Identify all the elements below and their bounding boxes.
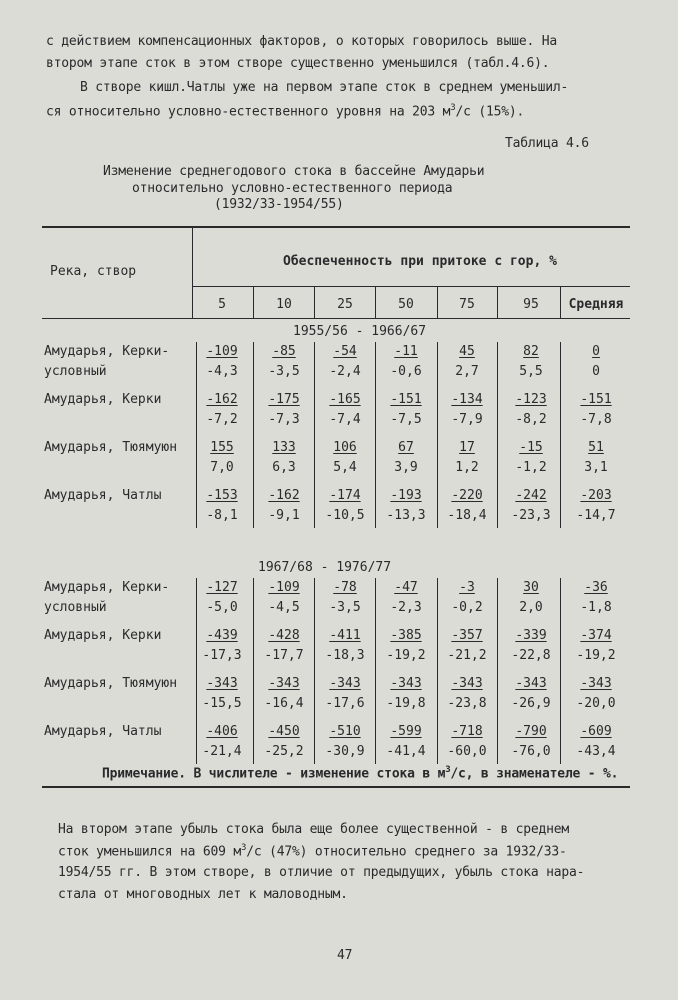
table-cell-denominator: 0 [592, 364, 600, 379]
column-divider [560, 578, 561, 764]
table-cell-numerator: -85 [272, 344, 296, 359]
table-cell-denominator: -5,0 [206, 600, 238, 615]
column-divider [497, 342, 498, 528]
table-cell-denominator: -22,8 [511, 648, 551, 663]
table-cell-numerator: -406 [206, 724, 238, 739]
table-cell-denominator: -60,0 [447, 744, 487, 759]
table-cell-denominator: -17,6 [325, 696, 365, 711]
intro-line-4-text: ся относительно условно-естественного уровня на 203 м [46, 104, 451, 120]
table-cell-denominator: 2,7 [455, 364, 479, 379]
table-cell-numerator: -193 [390, 488, 422, 503]
intro-line-4-tail: /с (15%). [455, 104, 525, 120]
table-cell-denominator: -26,9 [511, 696, 551, 711]
table-cell-numerator: -718 [451, 724, 483, 739]
row-label-divider [196, 342, 197, 528]
column-divider [253, 342, 254, 528]
table-cell-numerator: -343 [451, 676, 483, 691]
column-divider [497, 287, 498, 318]
table-cell-denominator: -21,4 [202, 744, 242, 759]
table-cell-numerator: -15 [519, 440, 543, 455]
row-label-cont: условный [44, 364, 107, 379]
column-divider [253, 578, 254, 764]
table-cell-numerator: -78 [333, 580, 357, 595]
table-cell-numerator: -343 [206, 676, 238, 691]
row-label-cont: условный [44, 600, 107, 615]
table-cell-denominator: -21,2 [447, 648, 487, 663]
table-subheader-rule [193, 286, 630, 287]
column-header-river: Река, створ [50, 264, 137, 279]
table-note-text: Примечание. В числителе - изменение стока в м [102, 766, 446, 782]
row-label: Амударья, Чатлы [44, 724, 162, 739]
table-cell-denominator: -2,3 [390, 600, 422, 615]
outro-line-2-text: сток уменьшился на 609 м [58, 844, 242, 860]
table-cell-numerator: -162 [206, 392, 238, 407]
table-cell-denominator: -13,3 [386, 508, 426, 523]
table-cell-denominator: -17,7 [264, 648, 304, 663]
table-cell-denominator: -7,8 [580, 412, 612, 427]
table-note-tail: /с, в знаменателе - %. [450, 766, 619, 782]
column-divider [375, 578, 376, 764]
table-cell-numerator: -343 [268, 676, 300, 691]
percent-column-header: 75 [459, 297, 475, 312]
table-cell-numerator: -599 [390, 724, 422, 739]
table-cell-denominator: -43,4 [576, 744, 616, 759]
row-label: Амударья, Тюямуюн [44, 440, 178, 455]
row-label-divider [196, 578, 197, 764]
table-cell-numerator: -343 [515, 676, 547, 691]
column-divider [560, 342, 561, 528]
percent-column-header: 25 [337, 297, 353, 312]
period-title: 1955/56 - 1966/67 [293, 324, 427, 339]
table-cell-numerator: 82 [523, 344, 539, 359]
table-cell-denominator: -7,2 [206, 412, 238, 427]
table-cell-numerator: 0 [592, 344, 600, 359]
table-cell-numerator: -123 [515, 392, 547, 407]
column-divider [497, 578, 498, 764]
table-cell-denominator: -2,4 [329, 364, 361, 379]
table-cell-denominator: -19,2 [576, 648, 616, 663]
table-cell-numerator: -510 [329, 724, 361, 739]
table-cell-denominator: 3,1 [584, 460, 608, 475]
table-cell-numerator: 133 [272, 440, 296, 455]
table-cell-numerator: -134 [451, 392, 483, 407]
row-label: Амударья, Керки [44, 628, 162, 643]
table-cell-denominator: -23,3 [511, 508, 551, 523]
table-title-2: относительно условно-естественного периода [132, 181, 453, 196]
table-top-rule [42, 226, 630, 228]
outro-line-2-sup: 3 [241, 843, 247, 853]
table-cell-numerator: -411 [329, 628, 361, 643]
table-cell-numerator: 155 [210, 440, 234, 455]
table-cell-denominator: -14,7 [576, 508, 616, 523]
table-cell-numerator: -609 [580, 724, 612, 739]
table-title-1: Изменение среднегодового стока в бассейне Амударьи [103, 164, 485, 179]
table-cell-numerator: -339 [515, 628, 547, 643]
outro-line-1: На втором этапе убыль стока была еще более существенной - в среднем [58, 822, 569, 837]
row-label: Амударья, Керки [44, 392, 162, 407]
column-divider [314, 578, 315, 764]
table-cell-denominator: -8,2 [515, 412, 547, 427]
period-title: 1967/68 - 1976/77 [258, 560, 392, 575]
column-divider [560, 287, 561, 318]
table-cell-denominator: -19,2 [386, 648, 426, 663]
table-cell-numerator: -220 [451, 488, 483, 503]
table-cell-denominator: -1,8 [580, 600, 612, 615]
table-cell-numerator: -174 [329, 488, 361, 503]
percent-column-header: 10 [276, 297, 292, 312]
percent-column-header: 95 [523, 297, 539, 312]
table-cell-numerator: -439 [206, 628, 238, 643]
table-cell-denominator: -19,8 [386, 696, 426, 711]
table-cell-denominator: -4,5 [268, 600, 300, 615]
row-label: Амударья, Чатлы [44, 488, 162, 503]
table-cell-numerator: -385 [390, 628, 422, 643]
table-cell-denominator: -7,9 [451, 412, 483, 427]
table-cell-denominator: -16,4 [264, 696, 304, 711]
table-cell-denominator: -7,4 [329, 412, 361, 427]
table-cell-numerator: -343 [390, 676, 422, 691]
table-title-3: (1932/33-1954/55) [214, 197, 344, 212]
percent-column-header: Средняя [568, 297, 624, 312]
table-note [102, 765, 618, 781]
table-cell-numerator: -343 [580, 676, 612, 691]
table-cell-denominator: -25,2 [264, 744, 304, 759]
table-cell-numerator: -109 [206, 344, 238, 359]
column-divider [314, 342, 315, 528]
row-label: Амударья, Керки- [44, 580, 170, 595]
table-cell-denominator: -30,9 [325, 744, 365, 759]
table-cell-denominator: -3,5 [268, 364, 300, 379]
table-cell-numerator: -374 [580, 628, 612, 643]
table-cell-numerator: -242 [515, 488, 547, 503]
column-divider [437, 342, 438, 528]
table-cell-denominator: -23,8 [447, 696, 487, 711]
table-cell-denominator: 5,5 [519, 364, 543, 379]
table-cell-numerator: -151 [580, 392, 612, 407]
table-cell-denominator: 5,4 [333, 460, 357, 475]
column-divider [253, 287, 254, 318]
table-cell-denominator: -41,4 [386, 744, 426, 759]
table-cell-denominator: -17,3 [202, 648, 242, 663]
table-cell-numerator: -428 [268, 628, 300, 643]
column-header-group: Обеспеченность при притоке с гор, % [283, 254, 557, 269]
table-cell-denominator: -15,5 [202, 696, 242, 711]
table-cell-denominator: -1,2 [515, 460, 547, 475]
table-note-sup: 3 [445, 765, 451, 775]
table-cell-denominator: -76,0 [511, 744, 551, 759]
table-cell-numerator: -153 [206, 488, 238, 503]
table-cell-numerator: 67 [398, 440, 414, 455]
table-cell-denominator: 7,0 [210, 460, 234, 475]
column-divider [375, 287, 376, 318]
percent-column-header: 50 [398, 297, 414, 312]
table-cell-denominator: 1,2 [455, 460, 479, 475]
outro-line-2 [58, 843, 567, 859]
table-cell-denominator: -8,1 [206, 508, 238, 523]
table-bottom-rule [42, 786, 630, 788]
table-cell-numerator: -175 [268, 392, 300, 407]
intro-line-2: втором этапе сток в этом створе существенно уменьшился (табл.4.6). [46, 56, 550, 71]
table-cell-numerator: -127 [206, 580, 238, 595]
table-cell-numerator: -162 [268, 488, 300, 503]
table-cell-numerator: -109 [268, 580, 300, 595]
column-divider [437, 578, 438, 764]
table-cell-numerator: -790 [515, 724, 547, 739]
table-cell-numerator: -54 [333, 344, 357, 359]
table-cell-numerator: -165 [329, 392, 361, 407]
table-cell-numerator: -47 [394, 580, 418, 595]
row-label: Амударья, Керки- [44, 344, 170, 359]
percent-column-header: 5 [218, 297, 226, 312]
outro-line-3: 1954/55 гг. В этом створе, в отличие от предыдущих, убыль стока нара- [58, 865, 585, 880]
table-cell-denominator: -0,6 [390, 364, 422, 379]
table-cell-numerator: -151 [390, 392, 422, 407]
table-cell-denominator: -18,4 [447, 508, 487, 523]
column-divider [314, 287, 315, 318]
table-cell-numerator: 17 [459, 440, 475, 455]
page-number: 47 [337, 948, 353, 963]
table-cell-denominator: -10,5 [325, 508, 365, 523]
intro-line-4-sup: 3 [450, 103, 456, 113]
table-cell-denominator: -18,3 [325, 648, 365, 663]
table-cell-numerator: 51 [588, 440, 604, 455]
outro-line-2-tail: /с (47%) относительно среднего за 1932/33- [246, 844, 567, 860]
table-cell-numerator: -343 [329, 676, 361, 691]
table-cell-numerator: -357 [451, 628, 483, 643]
column-divider [375, 342, 376, 528]
table-cell-denominator: 6,3 [272, 460, 296, 475]
table-cell-numerator: 45 [459, 344, 475, 359]
table-cell-denominator: -7,3 [268, 412, 300, 427]
table-cell-denominator: -7,5 [390, 412, 422, 427]
table-cell-denominator: 2,0 [519, 600, 543, 615]
table-cell-denominator: -0,2 [451, 600, 483, 615]
table-label: Таблица 4.6 [505, 136, 589, 151]
table-cell-numerator: -203 [580, 488, 612, 503]
intro-line-1: с действием компенсационных факторов, о которых говорилось выше. На [46, 34, 557, 49]
table-cell-numerator: 30 [523, 580, 539, 595]
table-cell-numerator: -450 [268, 724, 300, 739]
table-cell-numerator: -11 [394, 344, 418, 359]
table-cell-numerator: -3 [459, 580, 475, 595]
intro-line-4 [46, 103, 524, 119]
table-header-bottom-rule [42, 318, 630, 319]
table-cell-denominator: -3,5 [329, 600, 361, 615]
outro-line-4: стала от многоводных лет к маловодным. [58, 887, 348, 902]
table-cell-denominator: -4,3 [206, 364, 238, 379]
table-cell-denominator: -20,0 [576, 696, 616, 711]
table-cell-denominator: -9,1 [268, 508, 300, 523]
table-cell-denominator: 3,9 [394, 460, 418, 475]
table-cell-numerator: 106 [333, 440, 357, 455]
intro-line-3: В створе кишл.Чатлы уже на первом этапе сток в среднем уменьшил- [80, 80, 569, 95]
row-label: Амударья, Тюямуюн [44, 676, 178, 691]
table-cell-numerator: -36 [584, 580, 608, 595]
column-divider [437, 287, 438, 318]
